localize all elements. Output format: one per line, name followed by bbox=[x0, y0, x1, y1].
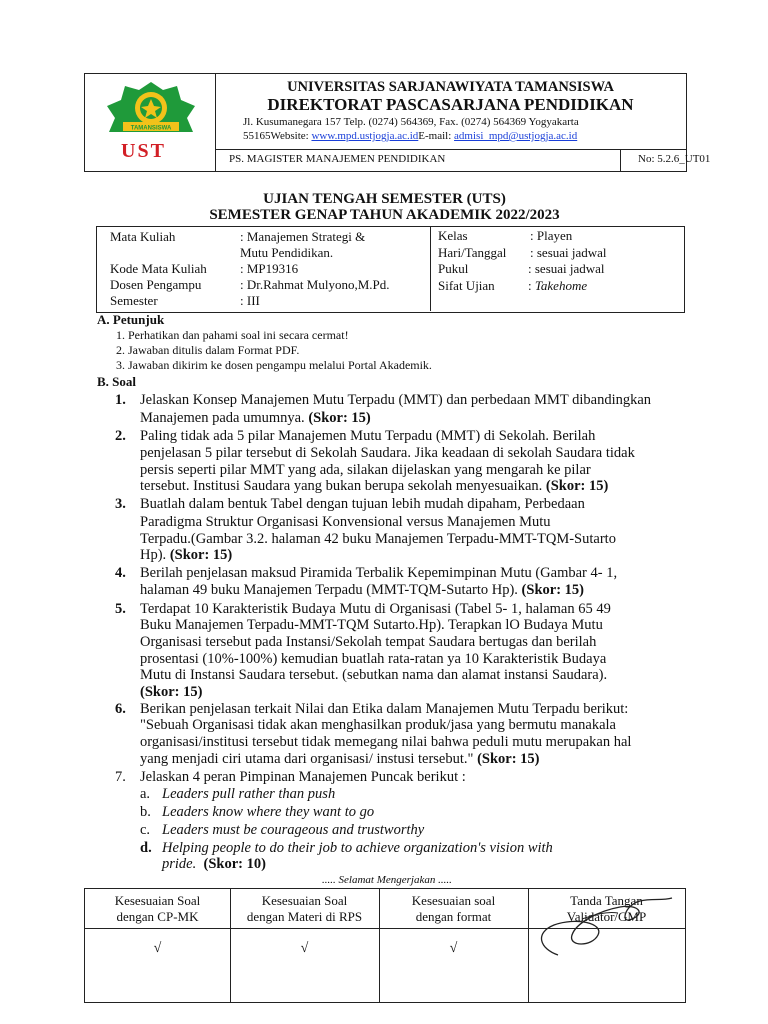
question-5-score: (Skor: 15) bbox=[140, 684, 203, 700]
info-label-exam-type: Sifat Ujian bbox=[438, 278, 495, 293]
info-value-date: : sesuai jadwal bbox=[530, 245, 607, 260]
address-line-2 bbox=[243, 130, 577, 142]
header-line: dengan CP-MK bbox=[116, 909, 199, 924]
question-2-line-3: persis seperti pilar MMT yang ada, silakan dijelaskan yang mengarah ke pilar bbox=[140, 462, 591, 478]
question-5-line-5: Mutu di Instansi Saudara tersebut. (sebutkan nama dan alamat instansi Saudara). bbox=[140, 667, 608, 683]
question-7-item-b: Leaders know where they want to go bbox=[162, 804, 375, 820]
info-value-course-cont: Mutu Pendidikan. bbox=[240, 245, 334, 260]
question-6-line-1: Berikan penjelasan terkait Nilai dan Etika dalam Manajemen Mutu Terpadu berikut: bbox=[140, 701, 629, 717]
section-b-heading: B. Soal bbox=[97, 374, 137, 389]
question-5-line-4: prosentasi (10%-100%) kemudian buatlah rata-ratan ya 10 Karakteristik Budaya bbox=[140, 651, 607, 667]
question-3-score: (Skor: 15) bbox=[169, 547, 233, 563]
question-7-item-marker: c. bbox=[140, 822, 151, 838]
document-number: No: 5.2.6_UT01 bbox=[638, 153, 711, 165]
question-3-line-1: Buatlah dalam bentuk Tabel dengan tujuan lebih mudah dipaham, Perbedaan bbox=[140, 496, 585, 512]
address-line-1: Jl. Kusumanegara 157 Telp. (0274) 564369, Fax. (0274) 564369 Yogyakarta bbox=[243, 116, 579, 128]
question-6-line-2: "Sebuah Organisasi tidak akan menghasilkan produk/jasa yang bermutu manakala bbox=[140, 717, 616, 733]
question-4-text: halaman 49 buku Manajemen Terpadu (MMT-TQM-Sutarto Hp). bbox=[140, 582, 522, 598]
email-link[interactable]: admisi_mpd@ustjogja.ac.id bbox=[454, 130, 578, 142]
question-number: 4. bbox=[115, 565, 126, 581]
course-info-divider bbox=[430, 226, 431, 311]
question-number: 3. bbox=[115, 496, 126, 512]
university-logo bbox=[99, 80, 203, 140]
logo-cell bbox=[85, 74, 216, 171]
validation-header-rps bbox=[230, 893, 379, 925]
check-mark-cpmk: √ bbox=[153, 941, 162, 956]
header-line: dengan format bbox=[415, 909, 492, 924]
info-value-time: : sesuai jadwal bbox=[528, 261, 605, 276]
info-value-semester: : III bbox=[240, 293, 260, 308]
header-line: Kesesuaian Soal bbox=[261, 893, 348, 908]
question-7-item-a: Leaders pull rather than push bbox=[162, 786, 336, 802]
question-number: 2. bbox=[115, 428, 126, 444]
question-number: 1. bbox=[115, 392, 126, 408]
header-line: dengan Materi di RPS bbox=[246, 909, 363, 924]
question-6-text: yang menjadi ciri utama dari organisasi/ instusi tersebut." bbox=[140, 751, 478, 767]
question-7-score: (Skor: 10) bbox=[203, 856, 266, 872]
info-label-lecturer: Dosen Pengampu bbox=[110, 277, 202, 292]
question-7-item-marker: a. bbox=[140, 786, 151, 802]
info-label-date: Hari/Tanggal bbox=[438, 245, 507, 260]
exam-semester: SEMESTER GENAP TAHUN AKADEMIK 2022/2023 bbox=[209, 207, 560, 223]
website-link[interactable]: www.mpd.ustjogja.ac.id bbox=[311, 130, 419, 142]
exam-type-text: Takehome bbox=[534, 278, 588, 293]
validator-signature bbox=[528, 889, 685, 969]
header-line: Kesesuaian Soal bbox=[114, 893, 201, 908]
directorate-name: DIREKTORAT PASCASARJANA PENDIDIKAN bbox=[267, 95, 634, 114]
instruction-3: 3. Jawaban dikirim ke dosen pengampu melalui Portal Akademik. bbox=[116, 358, 432, 372]
website-label: 55165Website: bbox=[243, 130, 312, 142]
question-number: 6. bbox=[115, 701, 126, 717]
logo-text: UST bbox=[121, 140, 166, 162]
check-mark-rps: √ bbox=[300, 941, 309, 956]
question-7-tail: pride. bbox=[162, 856, 197, 872]
question-3-line-3: Terpadu.(Gambar 3.2. halaman 42 buku Manajemen Terpadu-MMT-TQM-Sutarto bbox=[140, 531, 616, 547]
header-line: Kesesuaian soal bbox=[411, 893, 496, 908]
info-value-lecturer: : Dr.Rahmat Mulyono,M.Pd. bbox=[240, 277, 390, 292]
info-label-course: Mata Kuliah bbox=[110, 229, 176, 244]
instruction-2: 2. Jawaban ditulis dalam Format PDF. bbox=[116, 343, 300, 357]
logo-ribbon-text: TAMANSISWA bbox=[130, 125, 172, 132]
validation-header-cpmk bbox=[85, 893, 230, 925]
question-3-text: Hp). bbox=[140, 547, 170, 563]
question-6-score: (Skor: 15) bbox=[477, 751, 540, 767]
section-a-heading: A. Petunjuk bbox=[97, 312, 165, 327]
email-label: E-mail: bbox=[418, 130, 455, 142]
letterhead bbox=[84, 73, 711, 172]
header-divider-vertical bbox=[620, 149, 621, 171]
program-name: PS. MAGISTER MANAJEMEN PENDIDIKAN bbox=[229, 153, 446, 165]
question-number: 7. bbox=[115, 769, 126, 785]
header-line: Tanda Tangan bbox=[570, 893, 643, 908]
question-3-line-2: Paradigma Struktur Organisasi Konvensional versus Manajemen Mutu bbox=[140, 514, 551, 530]
info-label-time: Pukul bbox=[438, 261, 469, 276]
university-name: UNIVERSITAS SARJANAWIYATA TAMANSISWA bbox=[287, 79, 614, 95]
question-7-item-marker: b. bbox=[140, 804, 151, 820]
question-1-score: (Skor: 15) bbox=[308, 410, 371, 426]
question-2-line-2: penjelasan 5 pilar tersebut di Sekolah Saudara. Jika keadaan di sekolah Saudara tidak bbox=[140, 445, 635, 461]
question-5-line-2: Buku Manajemen Terpadu-MMT-TQM Sutarto.Hp). Terapkan lO Budaya Mutu bbox=[140, 617, 603, 633]
question-5-line-3: Organisasi tersebut pada Instansi/Sekolah tempat Saudara bertugas dan berilah bbox=[140, 634, 597, 650]
question-1-text: Manajemen pada umumnya. bbox=[140, 410, 309, 426]
question-2-score: (Skor: 15) bbox=[545, 478, 609, 494]
question-6-line-3: organisasi/institusi tersebut tidak memegang nilai bahwa peduli mutu merupakan hal bbox=[140, 734, 632, 750]
question-2-text: tersebut. Institusi Saudara yang bukan berupa sekolah menyesuaikan. bbox=[140, 478, 546, 494]
question-2-line-1: Paling tidak ada 5 pilar Manajemen Mutu Terpadu (MMT) di Sekolah. Berilah bbox=[140, 428, 596, 444]
question-7-item-d: Helping people to do their job to achieve organization's vision with bbox=[162, 840, 553, 856]
question-1-line-2 bbox=[140, 409, 371, 427]
question-2-line-4 bbox=[140, 477, 608, 495]
question-7-text: Jelaskan 4 peran Pimpinan Manajemen Puncak berikut : bbox=[140, 769, 466, 785]
info-value-code: : MP19316 bbox=[240, 261, 299, 276]
check-mark-format: √ bbox=[449, 941, 458, 956]
question-4-score: (Skor: 15) bbox=[521, 582, 584, 598]
question-3-line-4 bbox=[140, 546, 232, 564]
info-label-semester: Semester bbox=[110, 293, 158, 308]
question-1-line-1: Jelaskan Konsep Manajemen Mutu Terpadu (MMT) dan perbedaan MMT dibandingkan bbox=[140, 392, 652, 408]
header-divider bbox=[215, 149, 686, 150]
validation-header-format bbox=[379, 893, 528, 925]
validation-table bbox=[84, 888, 686, 1003]
info-value-exam-type bbox=[528, 278, 587, 294]
question-4-line-1: Berilah penjelasan maksud Piramida Terbalik Kepemimpinan Mutu (Gambar 4- 1, bbox=[140, 565, 618, 581]
info-value-class: : Playen bbox=[530, 228, 573, 243]
question-4-line-2 bbox=[140, 581, 584, 599]
info-value-course: : Manajemen Strategi & bbox=[240, 229, 366, 244]
exam-title: UJIAN TENGAH SEMESTER (UTS) bbox=[263, 191, 506, 207]
exam-type-colon: : bbox=[528, 278, 535, 293]
question-6-line-4 bbox=[140, 750, 540, 768]
question-7-item-c: Leaders must be courageous and trustworthy bbox=[162, 822, 425, 838]
instruction-1: 1. Perhatikan dan pahami soal ini secara cermat! bbox=[116, 328, 349, 342]
header-line: Validator/GMP bbox=[566, 909, 647, 924]
closing-text: ..... Selamat Mengerjakan ..... bbox=[322, 874, 452, 886]
info-label-code: Kode Mata Kuliah bbox=[110, 261, 207, 276]
question-number: 5. bbox=[115, 601, 126, 617]
question-7-item-d-cont bbox=[162, 855, 266, 873]
info-label-class: Kelas bbox=[438, 228, 468, 243]
question-7-item-marker: d. bbox=[140, 840, 152, 856]
question-5-line-1: Terdapat 10 Karakteristik Budaya Mutu di Organisasi (Tabel 5- 1, halaman 65 49 bbox=[140, 601, 611, 617]
